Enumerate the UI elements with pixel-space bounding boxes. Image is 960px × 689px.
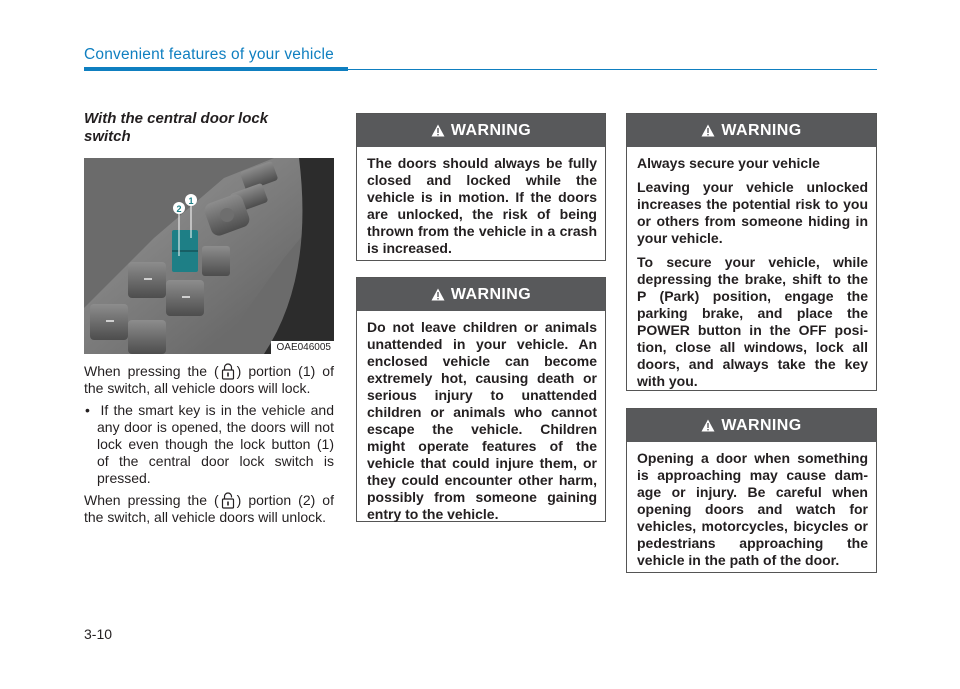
unlock-text-end: ) portion (2) of the switch, all vehicle doors will unlock.: [84, 492, 334, 525]
lock-text-start: When pressing the (: [84, 363, 219, 379]
warning-text: To secure your vehicle, while depressing the brake, shift to the P (Park) position, engage the parking brake, and place the POWER button in the OFF posi-tion, close all windows, lock all doors, and always take the key with you.: [637, 254, 868, 389]
warning-subtitle: Always secure your vehicle: [637, 155, 820, 171]
warning-triangle-icon: [701, 124, 715, 137]
warning-label: WARNING: [450, 121, 532, 139]
switch-mark: [106, 320, 114, 322]
warning-header: [357, 278, 605, 311]
warning-triangle-icon: [431, 124, 445, 137]
warning-box-opening-door: [626, 408, 877, 573]
warning-text: Leaving your vehicle unlocked increases the potential risk to you or others from someone hiding in your vehicle.: [637, 179, 868, 246]
switch-mark: [144, 278, 152, 280]
switch-mark: [182, 296, 190, 298]
door-panel-illustration: [84, 158, 334, 354]
warning-text: Do not leave children or animals unattended in your vehicle. An enclosed vehicle can become extremely hot, causing death or serious injury to unattended children or animals who cannot escape the vehicle. Children might operate features of the vehicle that could injure them, or they could encounter other harm, possibly from someone gaining entry to the vehicle.: [367, 319, 597, 522]
window-lock-button: [202, 246, 230, 276]
warning-triangle-icon: [701, 419, 715, 432]
warning-header: [357, 114, 605, 147]
window-switch-rear-right: [128, 320, 166, 354]
lock-paragraph: [84, 363, 334, 397]
door-switch-photo: [84, 158, 334, 354]
warning-body: [627, 147, 876, 400]
warning-triangle-icon: [431, 288, 445, 301]
warning-label: WARNING: [721, 121, 802, 139]
image-code: OAE046005: [271, 341, 335, 354]
callout-label-1: 1: [188, 196, 194, 206]
section-header: Convenient features of your vehicle: [84, 46, 334, 63]
warning-header: [627, 114, 876, 147]
warning-box-doors-closed: [356, 113, 606, 261]
warning-text: The doors should always be fully closed and locked while the vehicle is in motion. If the doors are unlocked, the risk of being thrown from the vehicle in a crash is increased.: [367, 155, 597, 256]
warning-box-secure-vehicle: [626, 113, 877, 391]
warning-body: [357, 147, 605, 267]
bullet-mark: •: [85, 402, 90, 418]
bullet-text: If the smart key is in the vehicle and any door is opened, the doors will not lock even though the lock button (1) of the central door lock switch is pressed.: [97, 402, 334, 486]
warning-text: Opening a door when something is approaching may cause dam-age or injury. Be careful when opening doors and watch for vehicles, motorcycles, bicycles or pedestrians approaching the vehicle in the path of the door.: [637, 450, 868, 568]
mirror-adjust-center: [220, 208, 234, 222]
unlock-text-start: When pressing the (: [84, 492, 219, 508]
warning-header: [627, 409, 876, 442]
header-rule: [348, 69, 877, 70]
lock-text-end: ) portion (1) of the switch, all vehicle doors will lock.: [84, 363, 334, 396]
smart-key-bullet: [84, 402, 334, 487]
warning-body: [627, 442, 876, 579]
lock-icon: [221, 363, 235, 380]
unlock-paragraph: [84, 492, 334, 526]
callout-label-2: 2: [176, 204, 182, 214]
warning-label: WARNING: [721, 416, 802, 434]
left-column: [84, 110, 334, 526]
warning-box-children-animals: [356, 277, 606, 522]
header-bar: [84, 67, 348, 71]
warning-body: [357, 311, 605, 533]
page-number: 3-10: [84, 626, 113, 642]
warning-label: WARNING: [450, 285, 532, 303]
section-title: With the central door lock switch: [84, 110, 269, 145]
unlock-icon: [221, 492, 235, 509]
